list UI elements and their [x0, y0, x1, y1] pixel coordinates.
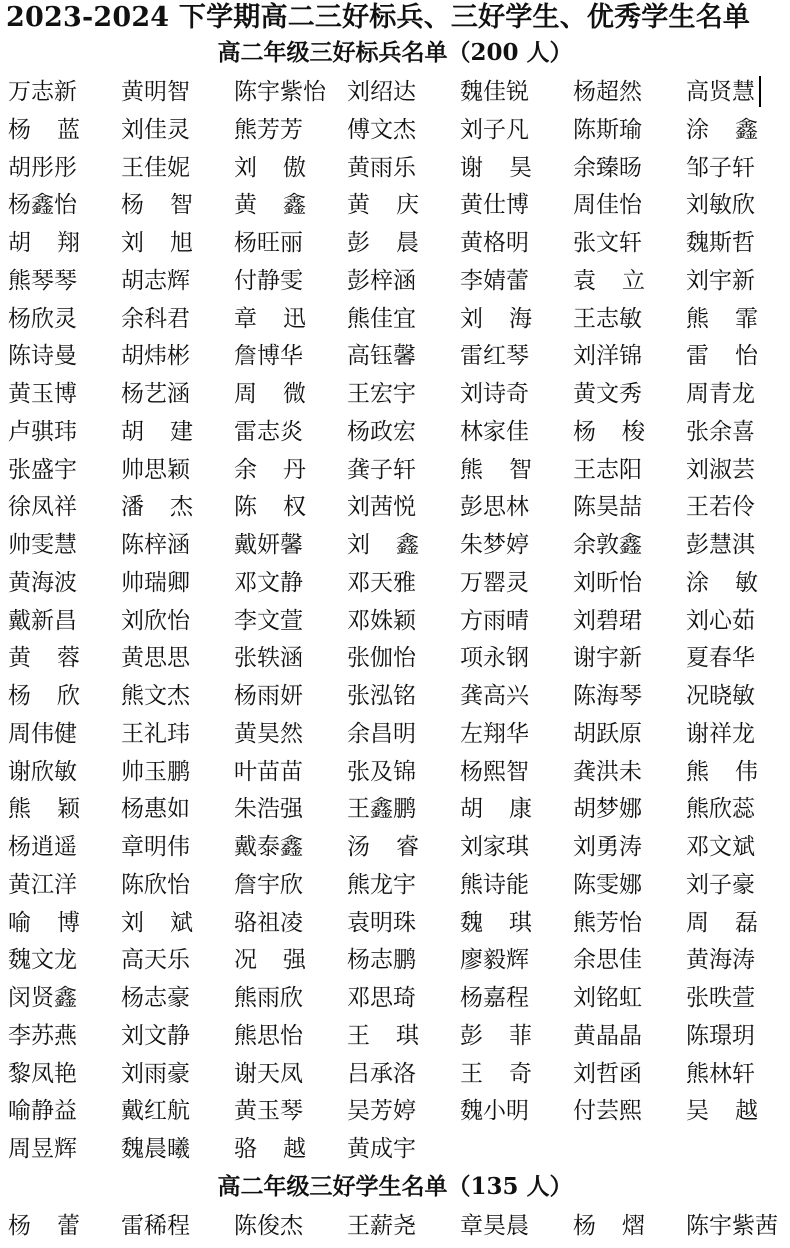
name-entry: 杨 梭 [573, 418, 645, 445]
name-entry: 陈 权 [234, 494, 306, 521]
name-entry: 傅文杰 [347, 116, 416, 143]
name-entry: 刘子凡 [460, 116, 529, 143]
name-entry: 魏小明 [460, 1098, 529, 1125]
name-entry: 杨艺涵 [121, 381, 190, 407]
name-entry: 刘昕怡 [573, 569, 642, 596]
name-entry: 刘 鑫 [347, 532, 419, 558]
name-entry: 袁明珠 [347, 909, 416, 936]
name-entry: 张余喜 [686, 418, 755, 445]
name-entry: 熊思怡 [234, 1022, 303, 1049]
name-entry: 熊琴琴 [8, 267, 77, 294]
name-entry: 张泓铭 [347, 683, 416, 709]
name-entry: 熊林轩 [686, 1060, 755, 1087]
name-entry: 胡 建 [121, 418, 193, 445]
name-entry: 黄 蓉 [8, 645, 80, 672]
name-entry: 黄江洋 [8, 871, 77, 898]
document-title: 2023-2024 下学期高二三好标兵、三好学生、优秀学生名单 [6, 2, 751, 33]
name-entry: 雷 怡 [686, 343, 758, 370]
name-entry: 熊雨欣 [234, 985, 303, 1011]
name-entry: 廖毅辉 [460, 947, 529, 974]
name-entry: 吕承洛 [347, 1060, 416, 1087]
name-entry: 刘 旭 [121, 230, 193, 256]
name-entry: 杨嘉程 [460, 985, 529, 1011]
name-entry: 杨鑫怡 [8, 192, 77, 219]
name-entry: 高贤慧 [686, 79, 755, 105]
name-entry: 刘心茹 [686, 607, 755, 634]
name-entry: 项永钢 [460, 645, 529, 672]
name-entry: 龚高兴 [460, 683, 529, 709]
name-entry: 王 奇 [460, 1060, 532, 1087]
name-entry: 黄昊然 [234, 720, 303, 747]
name-entry: 叶苗苗 [234, 758, 303, 785]
name-entry: 黄 庆 [347, 192, 419, 219]
name-entry: 熊佳宜 [347, 305, 416, 332]
name-entry: 王薪尧 [347, 1213, 416, 1239]
name-entry: 帅雯慧 [8, 532, 77, 558]
name-entry: 骆祖凌 [234, 909, 303, 936]
name-entry: 刘 斌 [121, 909, 193, 936]
name-entry: 刘茜悦 [347, 494, 416, 521]
name-entry: 胡炜彬 [121, 343, 190, 370]
name-entry: 黄海波 [8, 569, 77, 596]
name-entry: 刘勇涛 [573, 834, 642, 860]
name-entry: 张文轩 [573, 230, 642, 256]
name-entry: 陈斯瑜 [573, 116, 642, 143]
name-entry: 龚子轩 [347, 456, 416, 483]
name-entry: 李婧蕾 [460, 267, 529, 294]
name-entry: 王宏宇 [347, 381, 416, 407]
name-entry: 章 迅 [234, 305, 306, 332]
name-entry: 杨 熠 [573, 1213, 645, 1239]
name-entry: 李苏燕 [8, 1022, 77, 1049]
name-grid-sanhao-biaobing [8, 74, 790, 1169]
name-entry: 戴泰鑫 [234, 834, 303, 860]
name-entry: 刘欣怡 [121, 607, 190, 634]
name-entry: 刘铭虹 [573, 985, 642, 1011]
name-entry: 杨 智 [121, 192, 193, 219]
name-entry: 熊 霏 [686, 305, 758, 332]
name-entry: 杨欣灵 [8, 305, 77, 332]
name-entry: 魏 琪 [460, 909, 532, 936]
name-entry: 陈雯娜 [573, 871, 642, 898]
name-entry: 陈海琴 [573, 683, 642, 709]
name-entry: 骆 越 [234, 1136, 306, 1162]
name-entry: 黄仕博 [460, 192, 529, 219]
name-entry: 付静雯 [234, 267, 303, 294]
name-grid-sanhao-xuesheng [8, 1208, 790, 1245]
name-entry: 章明伟 [121, 834, 190, 860]
name-entry: 邓文斌 [686, 834, 755, 860]
name-entry: 余科君 [121, 305, 190, 332]
name-entry: 彭思林 [460, 494, 529, 521]
name-entry: 刘诗奇 [460, 381, 529, 407]
name-entry: 袁 立 [573, 267, 645, 294]
name-entry: 彭梓涵 [347, 267, 416, 294]
name-entry: 黎凤艳 [8, 1060, 77, 1087]
name-entry: 周青龙 [686, 381, 755, 407]
name-entry: 陈宇紫怡 [234, 79, 326, 105]
name-entry: 黄玉琴 [234, 1098, 303, 1125]
name-entry: 况晓敏 [686, 683, 755, 709]
name-entry: 涂 敏 [686, 569, 758, 596]
name-entry: 胡 康 [460, 796, 532, 823]
name-entry: 陈诗曼 [8, 343, 77, 370]
name-entry: 熊龙宇 [347, 871, 416, 898]
name-entry: 杨雨妍 [234, 683, 303, 709]
name-entry: 潘 杰 [121, 494, 193, 521]
name-entry: 万志新 [8, 79, 77, 105]
name-entry: 黄成宇 [347, 1136, 416, 1162]
name-entry: 胡彤彤 [8, 154, 77, 181]
name-entry: 吴芳婷 [347, 1098, 416, 1125]
name-entry: 刘家琪 [460, 834, 529, 860]
name-entry: 闵贤鑫 [8, 985, 77, 1011]
name-entry: 付芸熙 [573, 1098, 642, 1125]
name-entry: 邹子轩 [686, 154, 755, 181]
name-entry: 黄格明 [460, 230, 529, 256]
name-entry: 王志敏 [573, 305, 642, 332]
name-entry: 刘子豪 [686, 871, 755, 898]
name-entry: 周 磊 [686, 909, 758, 936]
name-entry: 黄玉博 [8, 381, 77, 407]
name-entry: 余昌明 [347, 720, 416, 747]
name-entry: 谢祥龙 [686, 720, 755, 747]
name-entry: 黄思思 [121, 645, 190, 672]
name-entry: 汤 睿 [347, 834, 419, 860]
name-entry: 林家佳 [460, 418, 529, 445]
name-entry: 周伟健 [8, 720, 77, 747]
name-entry: 熊 智 [460, 456, 532, 483]
section-heading-sanhao-biaobing: 高二年级三好标兵名单（200 人） [217, 39, 573, 66]
name-entry: 余 丹 [234, 456, 306, 483]
name-entry: 杨 蕾 [8, 1213, 80, 1239]
name-entry: 高天乐 [121, 947, 190, 974]
name-entry: 雷稀程 [121, 1213, 190, 1239]
name-entry: 刘敏欣 [686, 192, 755, 219]
name-entry: 陈璟玥 [686, 1022, 755, 1049]
name-entry: 杨政宏 [347, 418, 416, 445]
name-entry: 熊芳芳 [234, 116, 303, 143]
name-entry: 詹宇欣 [234, 871, 303, 898]
name-entry: 杨志豪 [121, 985, 190, 1011]
name-entry: 王 琪 [347, 1022, 419, 1049]
name-entry: 杨旺丽 [234, 230, 303, 256]
name-entry: 邓文静 [234, 569, 303, 596]
name-entry: 杨熙智 [460, 758, 529, 785]
name-entry: 谢欣敏 [8, 758, 77, 785]
name-entry: 余敦鑫 [573, 532, 642, 558]
name-entry: 黄明智 [121, 79, 190, 105]
name-entry: 徐凤祥 [8, 494, 77, 521]
name-entry: 龚洪未 [573, 758, 642, 785]
name-entry: 魏文龙 [8, 947, 77, 974]
name-entry: 魏斯哲 [686, 230, 755, 256]
name-entry: 吴 越 [686, 1098, 758, 1125]
name-entry: 刘文静 [121, 1022, 190, 1049]
name-entry: 张伽怡 [347, 645, 416, 672]
name-entry: 刘宇新 [686, 267, 755, 294]
name-entry: 王鑫鹏 [347, 796, 416, 823]
name-entry: 熊欣蕊 [686, 796, 755, 823]
name-entry: 喻静益 [8, 1098, 77, 1125]
name-entry: 胡志辉 [121, 267, 190, 294]
name-entry: 魏佳锐 [460, 79, 529, 105]
name-entry: 刘洋锦 [573, 343, 642, 370]
name-entry: 高钰馨 [347, 343, 416, 370]
name-entry: 刘雨豪 [121, 1060, 190, 1087]
name-entry: 谢天凤 [234, 1060, 303, 1087]
name-entry: 陈宇紫茜 [686, 1213, 778, 1239]
name-entry: 杨超然 [573, 79, 642, 105]
name-entry: 戴妍馨 [234, 532, 303, 558]
name-entry: 陈梓涵 [121, 532, 190, 558]
name-entry: 陈欣怡 [121, 871, 190, 898]
name-entry: 余臻旸 [573, 154, 642, 181]
name-entry: 熊文杰 [121, 683, 190, 709]
name-entry: 詹博华 [234, 343, 303, 370]
name-entry: 王佳妮 [121, 154, 190, 181]
name-entry: 刘淑芸 [686, 456, 755, 483]
name-entry: 熊 颖 [8, 796, 80, 823]
name-entry: 胡跃原 [573, 720, 642, 747]
name-entry: 戴红航 [121, 1098, 190, 1125]
text-cursor [759, 76, 761, 107]
name-entry: 杨志鹏 [347, 947, 416, 974]
name-entry: 万罂灵 [460, 569, 529, 596]
name-entry: 帅思颖 [121, 456, 190, 483]
name-entry: 王志阳 [573, 456, 642, 483]
name-entry: 黄文秀 [573, 381, 642, 407]
name-entry: 方雨晴 [460, 607, 529, 634]
name-entry: 张轶涵 [234, 645, 303, 672]
name-entry: 熊 伟 [686, 758, 758, 785]
name-entry: 刘 海 [460, 305, 532, 332]
name-entry: 刘绍达 [347, 79, 416, 105]
name-entry: 彭 晨 [347, 230, 419, 256]
name-entry: 谢宇新 [573, 645, 642, 672]
name-entry: 熊诗能 [460, 871, 529, 898]
name-entry: 周佳怡 [573, 192, 642, 219]
name-entry: 邓思琦 [347, 985, 416, 1011]
section-heading-sanhao-xuesheng: 高二年级三好学生名单（135 人） [217, 1173, 573, 1200]
name-entry: 卢骐玮 [8, 418, 77, 445]
name-entry: 熊芳怡 [573, 909, 642, 936]
name-entry: 刘佳灵 [121, 116, 190, 143]
name-entry: 雷志炎 [234, 418, 303, 445]
name-entry: 帅瑞卿 [121, 569, 190, 596]
name-entry: 张昳萱 [686, 985, 755, 1011]
name-entry: 杨 欣 [8, 683, 80, 709]
name-entry: 周昱辉 [8, 1136, 77, 1162]
name-entry: 邓天雅 [347, 569, 416, 596]
name-entry: 黄 鑫 [234, 192, 306, 219]
name-entry: 张及锦 [347, 758, 416, 785]
name-entry: 陈昊喆 [573, 494, 642, 521]
name-entry: 喻 博 [8, 909, 80, 936]
name-entry: 胡 翔 [8, 230, 80, 256]
name-entry: 杨 蓝 [8, 116, 80, 143]
name-entry: 涂 鑫 [686, 116, 758, 143]
name-entry: 黄雨乐 [347, 154, 416, 181]
name-entry: 余思佳 [573, 947, 642, 974]
name-entry: 朱梦婷 [460, 532, 529, 558]
name-entry: 章昊晨 [460, 1213, 529, 1239]
name-entry: 杨逍遥 [8, 834, 77, 860]
name-entry: 王礼玮 [121, 720, 190, 747]
name-entry: 魏晨曦 [121, 1136, 190, 1162]
name-entry: 张盛宇 [8, 456, 77, 483]
name-entry: 左翔华 [460, 720, 529, 747]
name-entry: 李文萱 [234, 607, 303, 634]
name-entry: 雷红琴 [460, 343, 529, 370]
name-entry: 陈俊杰 [234, 1213, 303, 1239]
name-entry: 邓姝颖 [347, 607, 416, 634]
name-entry: 杨惠如 [121, 796, 190, 823]
name-entry: 刘 傲 [234, 154, 306, 181]
name-entry: 戴新昌 [8, 607, 77, 634]
name-entry: 胡梦娜 [573, 796, 642, 823]
name-entry: 刘碧珺 [573, 607, 642, 634]
name-entry: 况 强 [234, 947, 306, 974]
name-entry: 黄海涛 [686, 947, 755, 974]
name-entry: 夏春华 [686, 645, 755, 672]
name-entry: 周 微 [234, 381, 306, 407]
name-entry: 刘哲函 [573, 1060, 642, 1087]
name-entry: 王若伶 [686, 494, 755, 521]
name-entry: 黄晶晶 [573, 1022, 642, 1049]
name-entry: 帅玉鹏 [121, 758, 190, 785]
name-entry: 朱浩强 [234, 796, 303, 823]
name-entry: 谢 昊 [460, 154, 532, 181]
name-entry: 彭慧淇 [686, 532, 755, 558]
name-entry: 彭 菲 [460, 1022, 532, 1049]
